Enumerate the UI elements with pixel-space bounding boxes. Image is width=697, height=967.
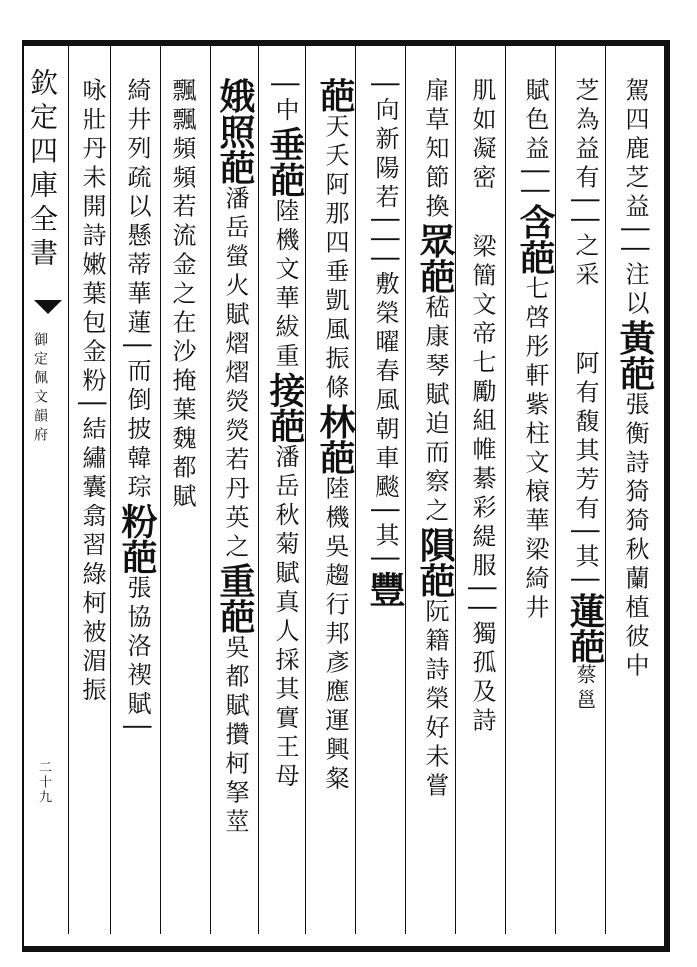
entry-heading: 照葩 bbox=[214, 113, 256, 186]
column-text: 七啓彤軒紫柱文榱華梁綺井 bbox=[521, 275, 549, 624]
column-text: 扉草知節換 bbox=[421, 77, 449, 223]
column-text: 阮籍詩榮好未嘗 bbox=[421, 598, 449, 802]
column-text: │中 bbox=[271, 77, 299, 126]
entry-heading: 含葩 bbox=[514, 203, 556, 276]
leaf-number: 二十九 bbox=[36, 760, 51, 805]
column-text: 陸機吳趨行邦彥應運興粲 bbox=[321, 475, 349, 795]
entry-heading: 豐 bbox=[364, 570, 406, 607]
column-text: 掩葉 bbox=[168, 367, 196, 426]
column-rule bbox=[68, 44, 69, 934]
column-text: 魏都賦 bbox=[168, 425, 196, 513]
column-text: 張衡詩猗猗秋蘭植彼中 bbox=[621, 391, 649, 682]
column-text: 張協洛禊賦│ bbox=[123, 574, 151, 740]
entry-heading: 黃葩 bbox=[614, 319, 656, 392]
entry-heading: 隕葩 bbox=[414, 526, 456, 599]
column-text: ││獨孤及詩 bbox=[468, 581, 496, 737]
column-text: 梁簡文帝七勵組帷綦彩緹服 bbox=[468, 233, 496, 582]
column-text: 肌如凝密 bbox=[468, 77, 496, 194]
entry-heading: 垂葩 bbox=[264, 125, 306, 198]
text-column bbox=[74, 52, 146, 932]
entry-heading: 葩 bbox=[314, 77, 356, 114]
column-text: 潘岳秋菊賦真人採其實王母 bbox=[271, 443, 299, 792]
column-text: 駕四鹿芝益││注以 bbox=[621, 77, 649, 320]
column-text: │而倒披韓琮 bbox=[123, 338, 151, 503]
column-text: 翕習綠柯被湄振 bbox=[78, 502, 106, 706]
column-text: 朝車颷│其│ bbox=[371, 416, 399, 571]
column-text: 咏壯丹未開詩嫩葉包金粉 bbox=[78, 77, 106, 397]
entry-heading: 蓮葩 bbox=[564, 592, 606, 665]
column-text: 蔡邕 bbox=[573, 664, 597, 715]
entry-heading: 接葩 bbox=[264, 371, 306, 444]
column-text: 綺井列疏以懸蒂華蓮 bbox=[123, 77, 151, 339]
column-text: 若│││敷榮曜春風 bbox=[371, 183, 399, 417]
column-text: 阿有馥其芳有│其│ bbox=[571, 350, 599, 593]
column-text: 陸機文華紱重 bbox=[271, 197, 299, 372]
column-text: │結繡囊 bbox=[78, 396, 106, 503]
fish-tail-mark-icon bbox=[34, 300, 62, 314]
entry-heading: 粉葩 bbox=[116, 502, 158, 575]
column-text: 芝為益有││之采 bbox=[571, 77, 599, 291]
sub-title: 御定佩文韻府 bbox=[32, 332, 48, 446]
entry-heading: 林葩 bbox=[314, 403, 356, 476]
column-text: 嵇康琴賦迫而察之 bbox=[421, 294, 449, 527]
entry-heading: 重葩 bbox=[214, 562, 256, 635]
entry-heading: 眾葩 bbox=[414, 222, 456, 295]
column-text: 天夭阿那四垂凱風振條 bbox=[321, 113, 349, 404]
column-text: 賦色益││ bbox=[521, 77, 549, 204]
column-text: 潘岳螢火賦熠熠熒熒若丹英之 bbox=[221, 185, 249, 563]
book-title: 欽定四庫全書 bbox=[26, 68, 59, 272]
column-text: │向新陽 bbox=[371, 77, 399, 184]
column-text: 飄飄頻頻若流金之在沙 bbox=[168, 77, 196, 368]
column-text: 吳都賦攢柯拏莖 bbox=[221, 634, 249, 838]
margin-column bbox=[26, 50, 64, 930]
entry-heading: 娥 bbox=[214, 77, 256, 114]
